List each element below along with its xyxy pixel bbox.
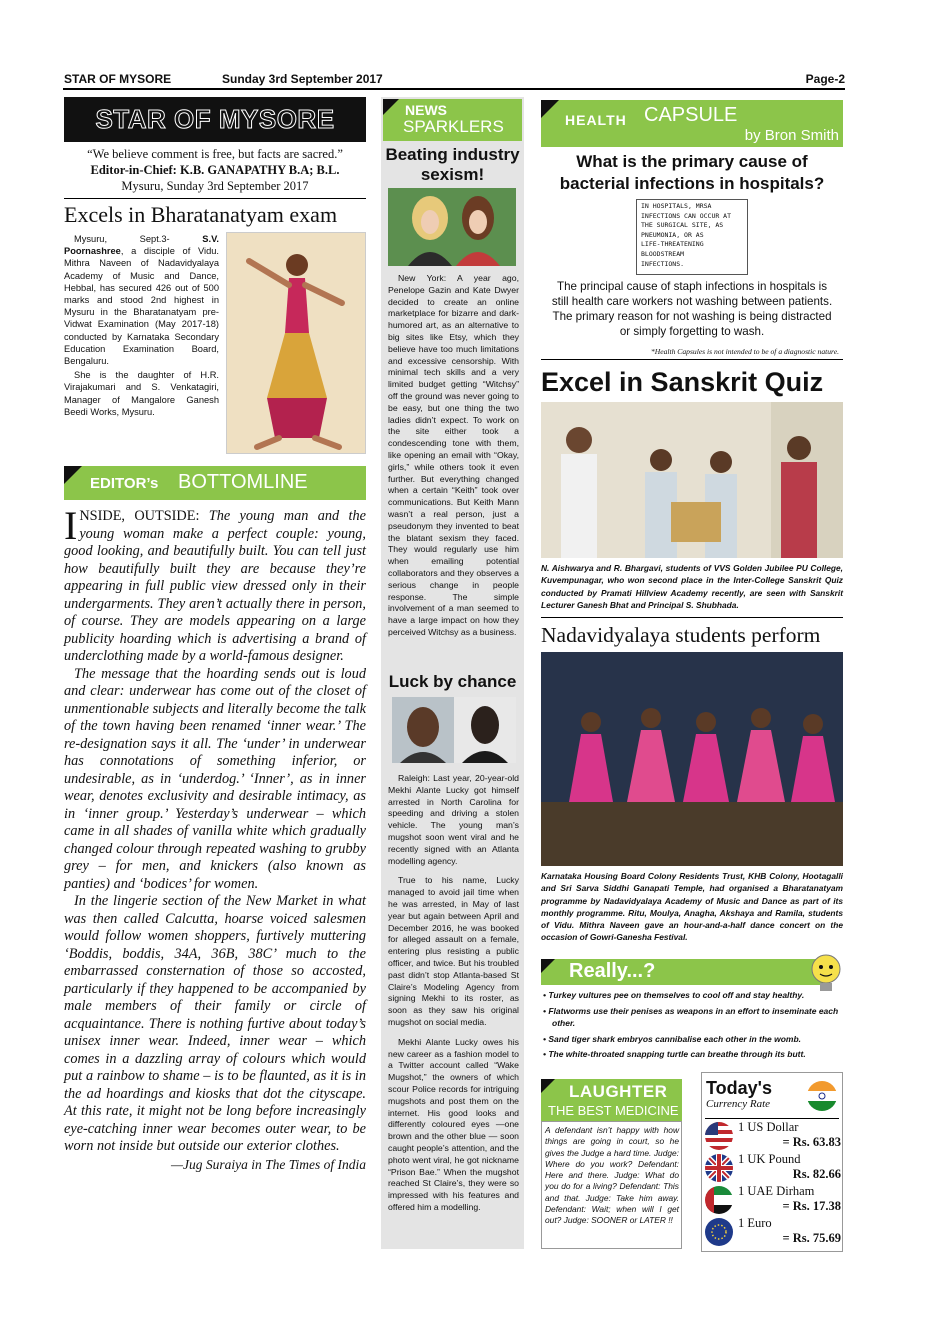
- editor-para-3: In the lingerie section of the New Market in what was then called Calcutta, hoarse voiced salesmen would follow women shoppers, furtively muttering ‘Boddis, boddis, 34A, 36B, 38C’ much to the embarrassed consternation of those so accosted, particularly if they happened to be accompanied by male members of their family or circle of acquaintance. There is nothing furtive about today’s unisex inner wear. Indeed, inner wear – which comes in a dazzling array of colours which would put a rainbow to shame – is to be flaunted, as it is in the ad hoardings and kiosks that dot the cityscape. At this rate, it might not be long before increasingly eye-catching inner wear becomes outer wear, to be worn not inside but outside our exterior clothes.: [64, 893, 366, 1154]
- really-fact-item: • Flatworms use their penises as weapons in an effort to inseminate each other.: [543, 1005, 839, 1028]
- founders-silhouette-icon: [388, 188, 516, 266]
- health-label-bold: HEALTH: [565, 112, 627, 128]
- currency-row-aed: [705, 1184, 843, 1220]
- note-line: PNEUMONIA, OR AS: [641, 230, 704, 239]
- news-sparklers-banner: [383, 99, 522, 141]
- editors-bottomline-article: [64, 503, 366, 1173]
- corner-triangle-icon: [541, 959, 557, 975]
- really-fact-item: • The white-throated snapping turtle can breathe through its butt.: [543, 1049, 806, 1059]
- note-line: BLOODSTREAM: [641, 249, 685, 258]
- editor-in-chief: Editor-in-Chief: K.B. GANAPATHY B.A; B.L.: [90, 163, 340, 177]
- luck-para-2: True to his name, Lucky managed to avoid jail time when he was arrested, in May of last year but again between April and December 2016, he was booked for alleged assault on a female, entering plus resisting a public officer, and twice. But his troubled past didn’t stop Atlanta-based St Claire’s Modeling Agency from signing Mekhi to its roster, as soon as they saw his original mugshot on social media.: [388, 875, 519, 1027]
- currency-divider: [705, 1118, 839, 1119]
- bharatanatyam-headline: Excels in Bharatanatyam exam: [64, 202, 338, 227]
- really-facts-list: [543, 989, 845, 1064]
- lightbulb-icon: [806, 952, 846, 994]
- bharatanatyam-para-1: , a disciple of Vidu. Mithra Naveen of Nadavidyalaya Academy of Music and Dance, Hebbal, has secured 426 out of 500 marks and stood 2nd highest in Mysuru in the Bharatanatyam pre-Vidwat Examination (May 2017-18) conducted by Karnataka Secondary Education Examination Board, Bengaluru.: [64, 246, 219, 367]
- us-flag-icon: [705, 1122, 733, 1150]
- corner-triangle-icon: [64, 466, 84, 486]
- editor-lead-in: NSIDE, OUTSIDE:: [79, 508, 200, 524]
- dancer-photo: [226, 232, 366, 454]
- dancers-stage-icon: [541, 652, 843, 866]
- luck-story: [388, 773, 519, 1216]
- running-head-date: Sunday 3rd September 2017: [222, 72, 383, 86]
- bharatanatyam-dateline: Mysuru, Sept.3-: [74, 234, 203, 244]
- news-label: NEWS: [405, 102, 447, 118]
- editors-bottomline-banner: [64, 466, 366, 500]
- sexism-headline: Beating industry sexism!: [385, 145, 520, 184]
- laughter-sublabel: THE BEST MEDICINE: [548, 1103, 679, 1118]
- corner-triangle-icon: [541, 1079, 557, 1095]
- eu-flag-icon: [705, 1218, 733, 1246]
- motto: “We believe comment is free, but facts are sacred.”: [87, 147, 343, 161]
- corner-triangle-icon: [383, 99, 401, 117]
- sexism-story: [388, 273, 519, 641]
- currency-name: 1 Euro: [738, 1216, 772, 1230]
- india-flag-icon: [806, 1080, 838, 1112]
- note-line: INFECTIONS.: [641, 259, 685, 268]
- nadavidyalaya-headline: Nadavidyalaya students perform: [541, 623, 821, 647]
- health-disclaimer: *Health Capsules is not intended to be of a diagnostic nature.: [650, 347, 839, 356]
- sanskrit-caption: N. Aishwarya and R. Bhargavi, students of VVS Golden Jubilee PU College, Kuvempunagar, who won second place in the Inter-College Sanskrit Quiz conducted by Pramati Hillview Academy recently, are seen with Sanskrit Lecturer Ganesh Bhat and Principal S. Shubhada.: [541, 563, 843, 610]
- note-line: LIFE-THREATENING: [641, 240, 704, 249]
- really-banner: [541, 959, 825, 985]
- health-question: What is the primary cause of bacterial infections in hospitals?: [559, 152, 825, 193]
- uk-flag-icon: [705, 1154, 733, 1182]
- laughter-label: LAUGHTER: [569, 1082, 668, 1101]
- luck-headline: Luck by chance: [388, 672, 517, 691]
- header-rule: [63, 88, 845, 90]
- really-label: Really...?: [569, 960, 656, 982]
- running-head-page-number: Page-2: [805, 72, 845, 86]
- uae-flag-icon: [705, 1186, 733, 1214]
- health-answer: The principal cause of staph infections in hospitals is still health care workers not washing between patients. The primary reason for not washing is being distracted or simply forgetting to wash.: [551, 280, 833, 338]
- bharatanatyam-story: [64, 233, 219, 420]
- health-label-rest: CAPSULE: [644, 104, 738, 126]
- masthead-dateline: Mysuru, Sunday 3rd September 2017: [121, 179, 309, 193]
- luck-para-1: Raleigh: Last year, 20-year-old Mekhi Alante Lucky got himself arrested in North Carolina for speeding and driving a stolen vehicle. The young man’s mugshot soon went viral and he recently signed with an Atlanta modelling agency.: [388, 773, 519, 866]
- running-head-publication: STAR OF MYSORE: [64, 72, 172, 86]
- note-line: IN HOSPITALS, MRSA: [641, 202, 712, 210]
- masthead-motto-block: [64, 146, 366, 194]
- currency-rate: Rs. 82.66: [792, 1167, 841, 1181]
- dance-performance-photo: [541, 652, 843, 866]
- laughter-banner: [541, 1079, 682, 1121]
- editor-para-1: The young man and the young woman make a perfect couple: young, good looking, and beautifully built. You can tell just how beautifully built they are because they’re appearing in full public view dressed only in their undergarments. They aren’t actually there in person, of course. They are models appearing on a large publicity hoarding which is advertising a brand of underclothing made by a world-famous designer.: [64, 508, 366, 664]
- luck-para-3: Mekhi Alante Lucky owes his new career as a fashion model to a Twitter account called “Wake Mugshot,” the owners of which scour Police records for intriguing mugshots and post them on the internet. His good looks and differently coloured eyes —one brown and the other blue — soon caught people’s attention, and the photo went viral, he got nickname “Prison Bae.” When the mugshot reached St Claire’s, they were so impressed with his features and offered him a modelling.: [388, 1036, 519, 1212]
- sanskrit-quiz-photo: [541, 402, 843, 558]
- bharatanatyam-student-name: S.V. Poornashree: [64, 234, 219, 257]
- note-line: INFECTIONS CAN OCCUR AT: [641, 211, 732, 220]
- currency-title: Today's: [706, 1078, 772, 1098]
- dancer-figure-icon: [227, 233, 366, 454]
- bharatanatyam-para-2: She is the daughter of H.R. Virajakumari and S. Venkatagiri, Manager of Mangalore Ganesh Beedi Works, Mysuru.: [64, 370, 219, 417]
- note-lines: [641, 202, 743, 269]
- really-fact-item: • Turkey vultures pee on themselves to cool off and stay healthy.: [543, 990, 805, 1000]
- currency-row-eur: [705, 1216, 843, 1252]
- sexism-body: New York: A year ago, Penelope Gazin and Kate Dwyer decided to create an online marketplace for bizarre and dark-humored art, as an alternative to big sites like Etsy, which they believe have too much limitations and excessive censorship. With minimal tech skills and a very limited budget getting “Witchsy” off the ground was never going to be easy, but one thing the two ladies didn’t expect. To work on the site either took a condescending tone with them, like opening an email with “Okay, girls,” while others took it even further. But everything changed when a certain “Keith” took over communications. But Keith Mann wasn’t a real person, just a pseudonym they invented to beat the blatant sexism they faced. They would regularly use him when emailing potential collaborators and they observes a serious change in people response. The simple involvement of a man seemed to have a large impact on how they perceived Witchsy as a business.: [388, 273, 519, 637]
- currency-rate: = Rs. 17.38: [782, 1199, 841, 1213]
- currency-row-gbp: [705, 1152, 843, 1188]
- currency-rate: = Rs. 75.69: [782, 1231, 841, 1245]
- currency-row-usd: [705, 1120, 843, 1156]
- dropcap: I: [64, 503, 78, 548]
- sanskrit-headline: Excel in Sanskrit Quiz: [541, 367, 824, 397]
- masthead-divider: [64, 198, 366, 199]
- masthead-logo: [64, 97, 366, 142]
- laughter-joke: A defendant isn’t happy with how things are going in court, so he gives the Judge a hard time. Judge: Where do you work? Defendant: Here and there. Judge: What do you do for a living? Defendant: This and that. Judge: Take him away. Defendant: Wait; when will I get out? Judge: SOONER or LATER !!: [545, 1125, 679, 1226]
- health-byline: by Bron Smith: [744, 127, 839, 144]
- health-divider: [541, 359, 843, 360]
- sanskrit-divider: [541, 617, 843, 618]
- sparklers-label: SPARKLERS: [403, 117, 504, 136]
- quiz-winners-group-icon: [541, 402, 843, 558]
- currency-name: 1 US Dollar: [738, 1120, 799, 1134]
- really-fact-item: • Sand tiger shark embryos cannibalise each other in the womb.: [543, 1033, 802, 1044]
- health-capsule-banner: [541, 100, 843, 147]
- currency-subtitle: Currency Rate: [706, 1098, 771, 1110]
- currency-name: 1 UAE Dirham: [738, 1184, 815, 1198]
- mugshot-faces-icon: [392, 697, 516, 763]
- note-line: THE SURGICAL SITE, AS: [641, 221, 724, 230]
- editor-credit: —Jug Suraiya in The Times of India: [171, 1156, 366, 1172]
- editors-label-bold: EDITOR’s: [90, 475, 159, 492]
- mugshot-photos: [392, 697, 516, 763]
- witchsy-founders-photo: [388, 188, 516, 266]
- health-handwritten-note: [636, 199, 748, 275]
- masthead-logo-text: STAR OF MYSORE: [95, 104, 335, 134]
- editor-para-2: The message that the hoarding sends out is loud and clear: underwear has come out of the closet of unmentionable subjects and literally become the talk of the town having been renamed ‘inner wear.’ The re-designation says it all. The ‘under’ in underwear has connotations of something inferior, or undesirable, as in ‘underdog.’ ‘Inner’, as in inner wear, denotes exclusivity and desirable intimacy, as in ‘inner group.’ Yesterday’s underwear – which came in all shades of vanilla white which gradually changed colour through repeated washing to grubby grey – for men, and knickers (also known as panties) and ‘bodices’ for women.: [64, 665, 366, 892]
- nadavidyalaya-caption: Karnataka Housing Board Colony Residents Trust, KHB Colony, Hootagalli and Sri Sarva Siddhi Ganapati Temple, had organised a Bharatanatyam programme by Nadavidyalaya Academy of Music and Dance as part of its monthly programme. Ritu, Moulya, Anagha, Akshaya and Ramila, students of Vidu. Mithra Naveen gave an hour-and-a-half dance concert on the occasion of Gowri-Ganesha Festival.: [541, 871, 843, 943]
- currency-name: 1 UK Pound: [738, 1152, 801, 1166]
- editors-label-rest: BOTTOMLINE: [178, 471, 308, 493]
- corner-triangle-icon: [541, 100, 561, 120]
- currency-rate: = Rs. 63.83: [782, 1135, 841, 1149]
